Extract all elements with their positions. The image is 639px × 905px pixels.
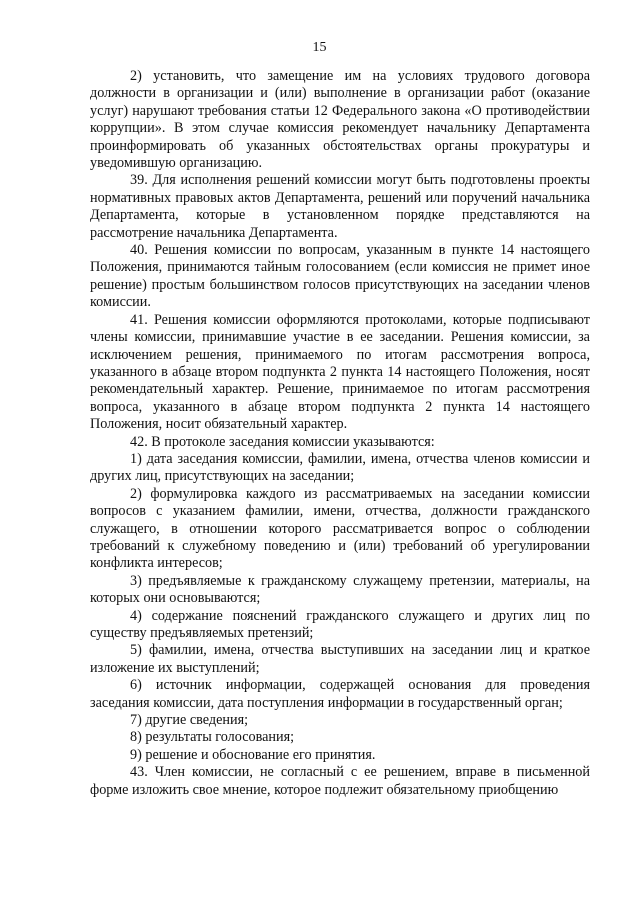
page-number: 15 xyxy=(312,40,327,55)
document-body xyxy=(90,68,590,799)
paragraph-42-item-2: 2) формулировка каждого из рассматриваемых на заседании комиссии вопросов с указанием фамилии, имени, отчества, должности гражданского служащего, в отношении которого рассматривается вопрос о соблюдении требований к служебному поведению и (или) требований об урегулировании конфликта интересов; xyxy=(90,485,590,572)
paragraph-41: 41. Решения комиссии оформляются протоколами, которые подписывают члены комиссии, принимавшие участие в ее заседании. Решения комиссии, за исключением решения, принимаемого по итогам рассмотрения вопроса, указанного в абзаце втором подпункта 2 пункта 14 настоящего Положения, носят рекомендательный характер. Решение, принимаемое по итогам рассмотрения вопроса, указанного в абзаце втором подпункта 2 пункта 14 настоящего Положения, носит обязательный характер. xyxy=(90,311,590,433)
paragraph-42: 42. В протоколе заседания комиссии указываются: xyxy=(130,433,435,450)
paragraph-42-item-5: 5) фамилии, имена, отчества выступивших на заседании лиц и краткое изложение их выступлений; xyxy=(90,642,590,676)
paragraph-42-item-1: 1) дата заседания комиссии, фамилии, имена, отчества членов комиссии и других лиц, присутствующих на заседании; xyxy=(90,450,590,485)
paragraph-40: 40. Решения комиссии по вопросам, указанным в пункте 14 настоящего Положения, принимаются тайным голосованием (если комиссия не примет иное решение) простым большинством голосов присутствующих на заседании членов комиссии. xyxy=(90,242,590,311)
paragraph-42-item-6: 6) источник информации, содержащей основания для проведения заседания комиссии, дата поступления информации в государственный орган; xyxy=(90,677,590,711)
paragraph-38-item-2: 2) установить, что замещение им на условиях трудового договора должности в организации и (или) выполнение в организации работ (оказание услуг) нарушают требования статьи 12 Федерального закона «О противодействии коррупции». В этом случае комиссия рекомендует начальнику Департамента проинформировать об указанных обстоятельствах органы прокуратуры и уведомившую организацию. xyxy=(90,68,590,172)
paragraph-42-item-8: 8) результаты голосования; xyxy=(130,729,295,746)
paragraph-42-item-7: 7) другие сведения; xyxy=(130,712,249,729)
paragraph-42-item-3: 3) предъявляемые к гражданскому служащему претензии, материалы, на которых они основываются; xyxy=(90,572,590,607)
paragraph-42-item-9: 9) решение и обоснование его принятия. xyxy=(130,746,376,763)
paragraph-39: 39. Для исполнения решений комиссии могут быть подготовлены проекты нормативных правовых актов Департамента, решений или поручений начальника Департамента, которые в установленном порядке представляются на рассмотрение начальника Департамента. xyxy=(90,172,590,241)
paragraph-42-item-4: 4) содержание пояснений гражданского служащего и других лиц по существу предъявляемых претензий; xyxy=(90,607,590,641)
paragraph-43: 43. Член комиссии, не согласный с ее решением, вправе в письменной форме изложить свое мнение, которое подлежит обязательному приобщению xyxy=(90,764,590,798)
